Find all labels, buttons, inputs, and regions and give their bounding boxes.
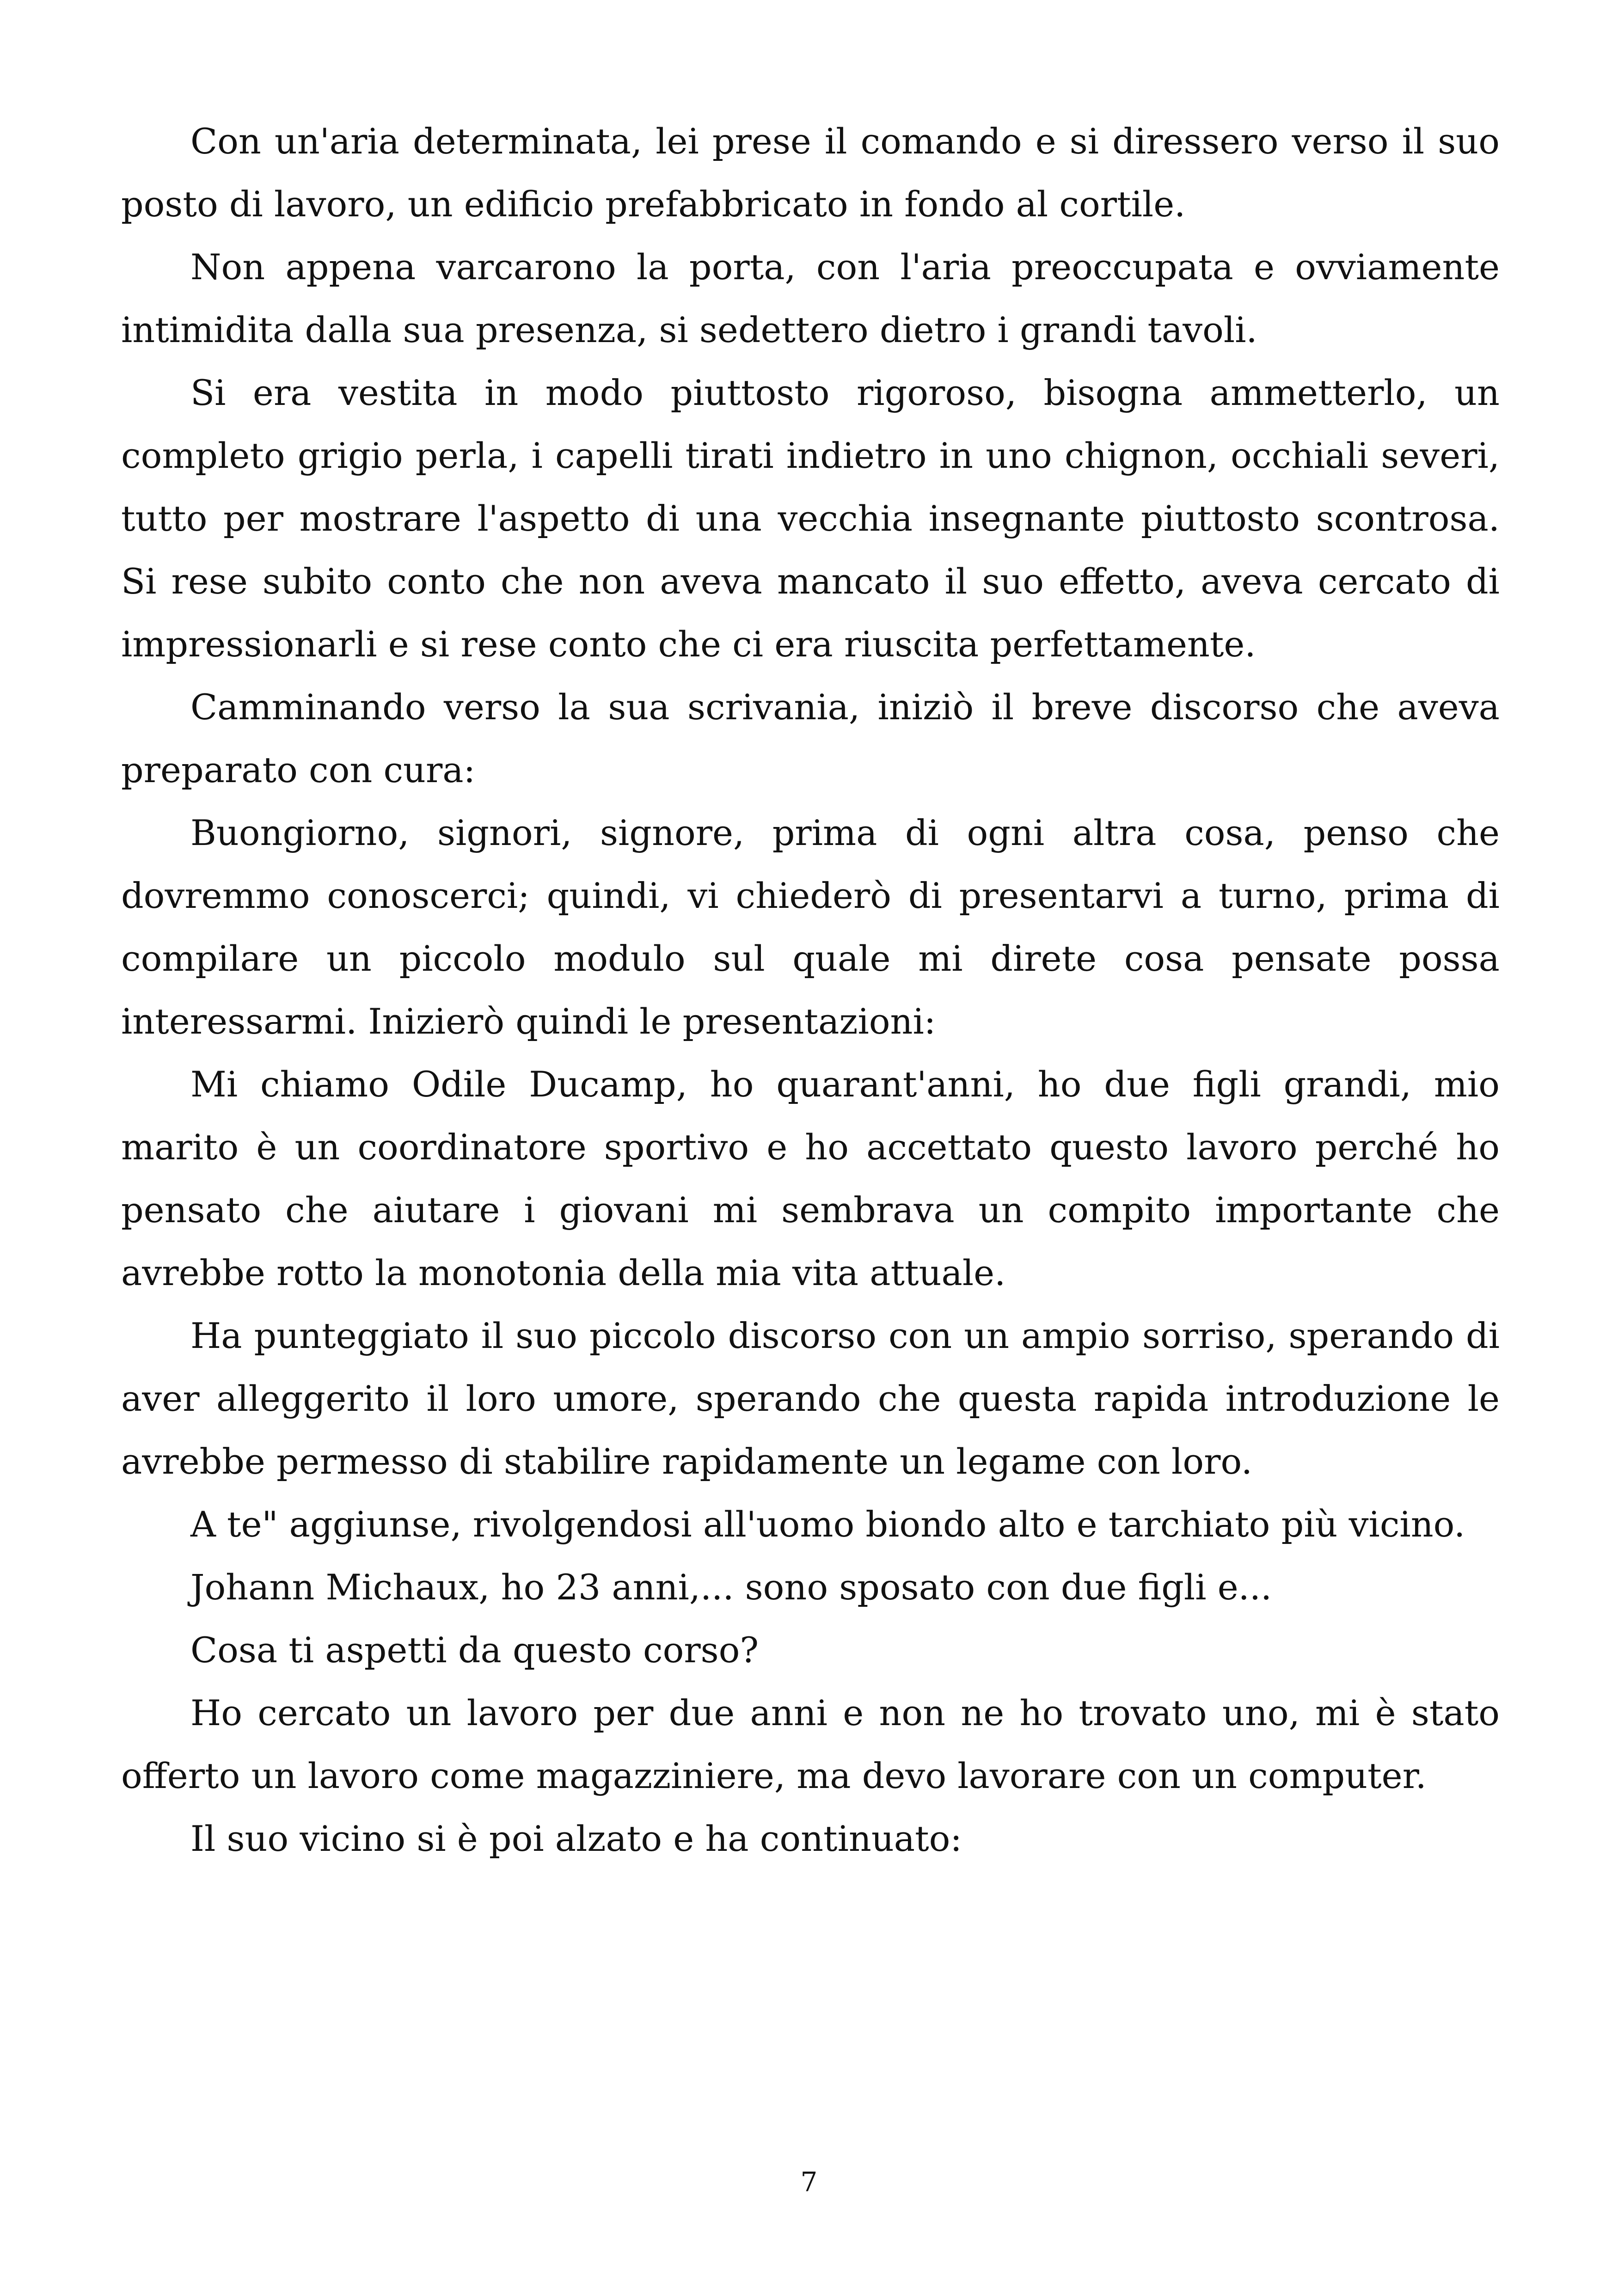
paragraph: Si era vestita in modo piuttosto rigoroso, bisogna ammetterlo, un completo grigio perla, i capelli tirati indietro in uno chignon, occhiali severi, tutto per mostrare l'aspetto di una vecchia insegnante piuttosto scontrosa. Si rese subito conto che non aveva mancato il suo effetto, aveva cercato di impressionarli e si rese conto che ci era riuscita perfettamente. [121,372,1500,665]
paragraph: Buongiorno, signori, signore, prima di ogni altra cosa, penso che dovremmo conoscerci; quindi, vi chiederò di presentarvi a turno, prima di compilare un piccolo modulo sul quale mi direte cosa pensate possa interessarmi. Inizierò quindi le presentazioni: [121,812,1500,1042]
paragraph: Non appena varcarono la porta, con l'aria preoccupata e ovviamente intimidita dalla sua presenza, si sedettero dietro i grandi tavoli. [121,246,1500,350]
paragraph: Il suo vicino si è poi alzato e ha continuato: [190,1818,962,1859]
paragraph: Cosa ti aspetti da questo corso? [190,1629,759,1671]
paragraph: Johann Michaux, ho 23 anni,... sono sposato con due figli e... [190,1567,1272,1608]
paragraph: A te" aggiunse, rivolgendosi all'uomo biondo alto e tarchiato più vicino. [190,1504,1465,1545]
page-number: 7 [800,2166,818,2198]
paragraph: Mi chiamo Odile Ducamp, ho quarant'anni, ho due figli grandi, mio marito è un coordinatore sportivo e ho accettato questo lavoro perché ho pensato che aiutare i giovani mi sembrava un compito importante che avrebbe rotto la monotonia della mia vita attuale. [121,1064,1500,1293]
paragraph: Camminando verso la sua scrivania, iniziò il breve discorso che aveva preparato con cura: [121,686,1500,790]
paragraph: Con un'aria determinata, lei prese il comando e si diressero verso il suo posto di lavoro, un edificio prefabbricato in fondo al cortile. [121,121,1500,225]
body-text [121,110,1500,1870]
paragraph: Ho cercato un lavoro per due anni e non ne ho trovato uno, mi è stato offerto un lavoro come magazziniere, ma devo lavorare con un computer. [121,1692,1500,1796]
paragraph: Ha punteggiato il suo piccolo discorso con un ampio sorriso, sperando di aver alleggerito il loro umore, sperando che questa rapida introduzione le avrebbe permesso di stabilire rapidamente un legame con loro. [121,1315,1500,1482]
